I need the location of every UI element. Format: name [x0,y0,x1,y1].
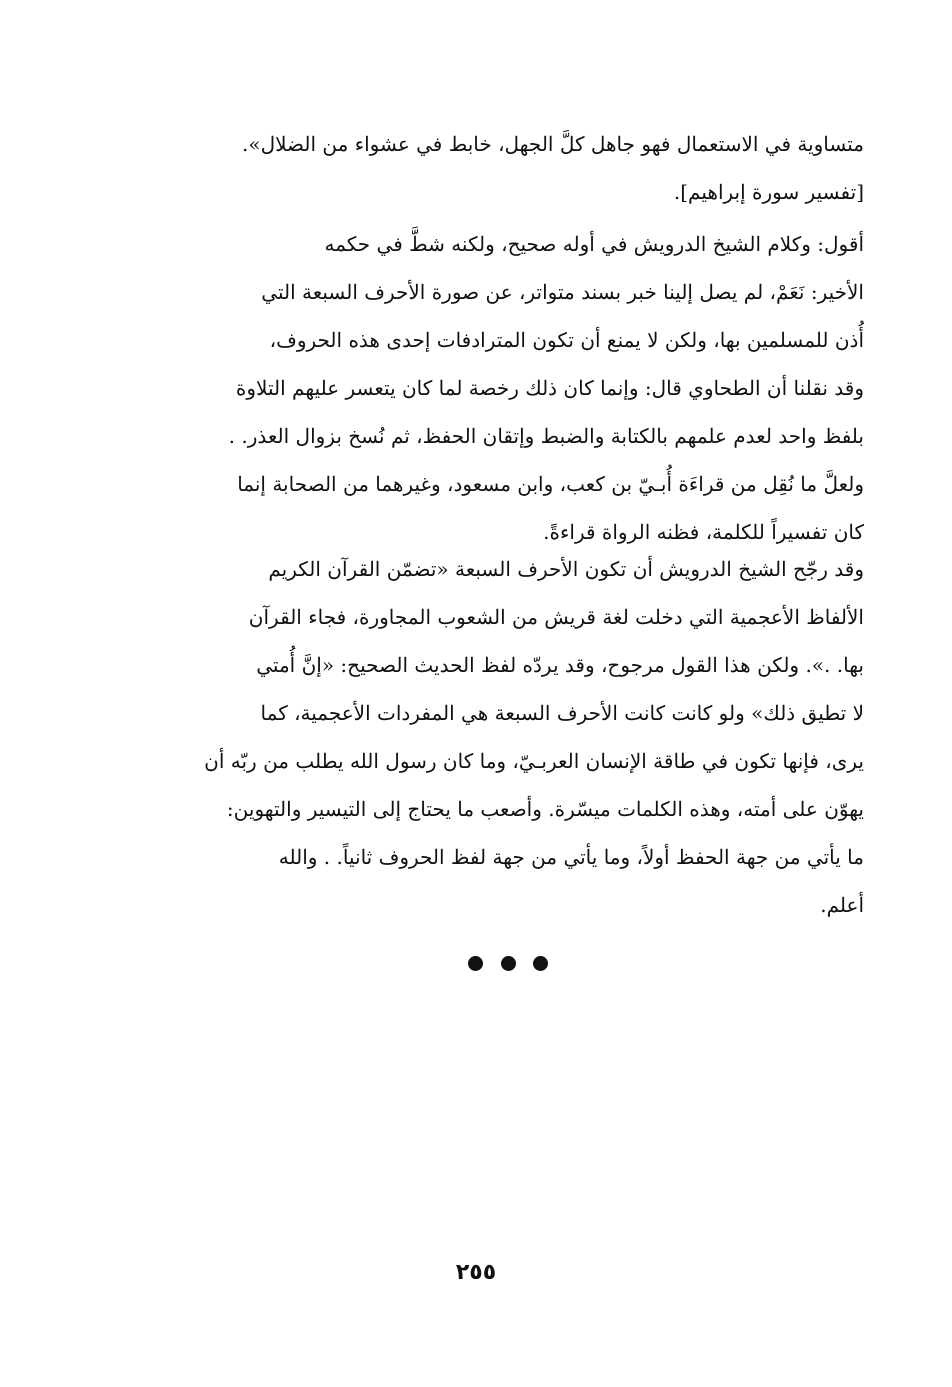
text-line: وقد رجّح الشيخ الدرويش أن تكون الأحرف السبعة «تضمّن القرآن الكريم [268,557,864,581]
text-line: أقول: وكلام الشيخ الدرويش في أوله صحيح، ولكنه شطَّ في حكمه [324,232,864,256]
text-line: ما يأتي من جهة الحفظ أولاً، وما يأتي من جهة لفظ الحروف ثانياً. . والله [278,845,864,869]
paragraph-author-comment [120,220,864,556]
text-line: ولعلَّ ما نُقِل من قراءَة أُبـيّ بن كعب، وابن مسعود، وغيرهما من الصحابة إنما [237,472,864,496]
text-line: أُذن للمسلمين بها، ولكن لا يمنع أن تكون المترادفات إحدى هذه الحروف، [269,328,864,352]
text-line: الألفاظ الأعجمية التي دخلت لغة قريش من الشعوب المجاورة، فجاء القرآن [248,605,864,629]
divider-dot-icon [468,956,483,971]
text-line: يرى، فإنها تكون في طاقة الإنسان العربـيّ، وما كان رسول الله يطلب من ربّه أن [204,749,864,773]
divider-dot-icon [501,956,516,971]
text-line: بلفظ واحد لعدم علمهم بالكتابة والضبط وإتقان الحفظ، ثم نُسخ بزوال العذر. . [228,424,864,448]
page-number: ٢٥٥ [455,1260,497,1285]
text-line: لا تطيق ذلك» ولو كانت كانت الأحرف السبعة هي المفردات الأعجمية، كما [260,701,864,725]
text-line: وقد نقلنا أن الطحاوي قال: وإنما كان ذلك رخصة لما كان يتعسر عليهم التلاوة [235,376,864,400]
text-line: كان تفسيراً للكلمة، فظنه الرواة قراءةً. [543,520,864,544]
paragraph-third [120,545,864,929]
text-line: أعلم. [820,893,864,917]
text-line: بها. .». ولكن هذا القول مرجوح، وقد يردّه لفظ الحديث الصحيح: «إنَّ أُمتي [256,653,864,677]
paragraph-quote-end [120,120,864,216]
text-line: يهوّن على أمته، وهذه الكلمات ميسّرة. وأصعب ما يحتاج إلى التيسير والتهوين: [226,797,864,821]
text-line: [تفسير سورة إبراهيم]. [673,180,864,204]
text-line: الأخير: نَعَمْ، لم يصل إلينا خبر بسند متواتر، عن صورة الأحرف السبعة التي [261,280,864,304]
text-line: متساوية في الاستعمال فهو جاهل كلَّ الجهل، خابط في عشواء من الضلال». [242,132,864,156]
divider-dot-icon [533,956,548,971]
section-divider-dots [468,952,548,974]
